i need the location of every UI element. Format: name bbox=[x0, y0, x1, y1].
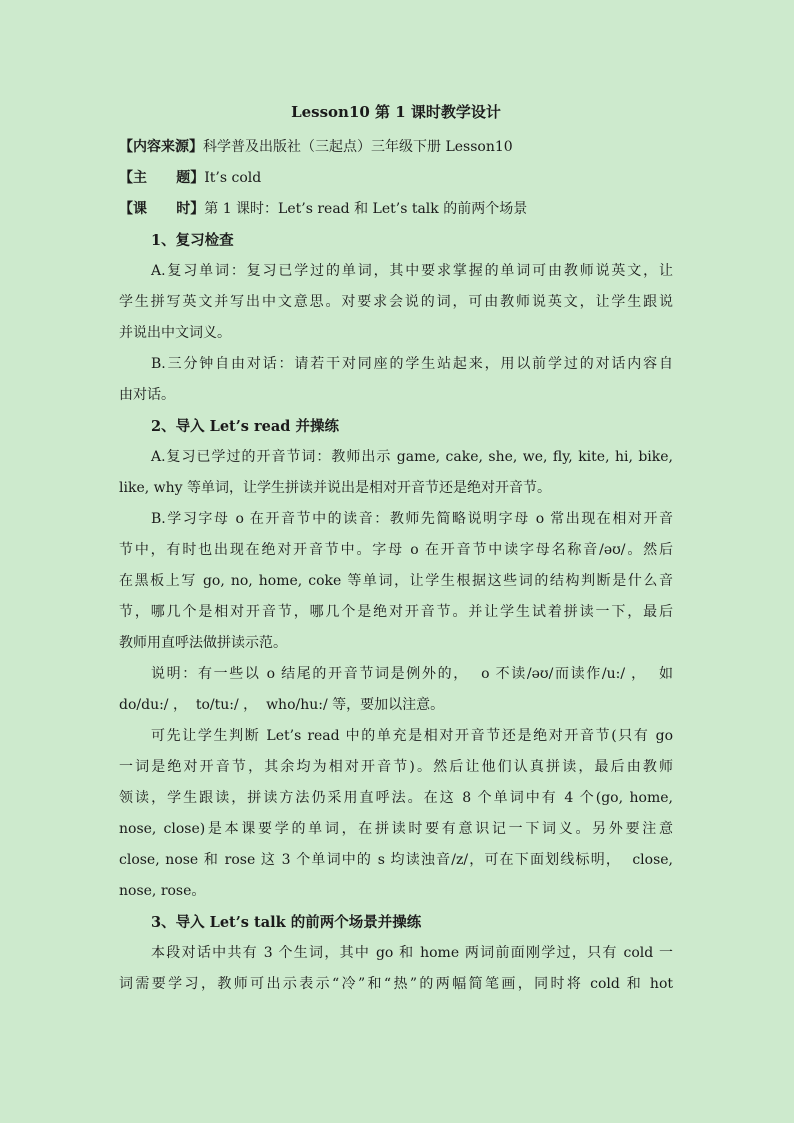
section-2-heading: 2、导入 Let’s read 并操练 bbox=[151, 418, 339, 435]
meta-theme bbox=[119, 163, 673, 194]
text-line: nose, rose。 bbox=[119, 883, 206, 899]
section-2-note bbox=[119, 659, 673, 721]
text-line: 并说出中文词义。 bbox=[119, 325, 231, 341]
text-line: 说明：有一些以 o 结尾的开音节词是例外的， o 不读/əʊ/而读作/u:/ ， 如 bbox=[151, 666, 673, 682]
section-1-heading: 1、复习检查 bbox=[151, 232, 234, 249]
text-line: 节中，有时也出现在绝对开音节中。字母 o 在开音节中读字母名称音/əʊ/。然后 bbox=[119, 542, 673, 558]
text-line: 词需要学习，教师可出示表示“冷”和“热”的两幅简笔画，同时将 cold 和 hot bbox=[119, 976, 673, 992]
page-title: Lesson10 第 1 课时教学设计 bbox=[291, 103, 501, 121]
meta-period-value: 第 1 课时：Let’s read 和 Let’s talk 的前两个场景 bbox=[204, 201, 528, 217]
text-line: A.复习已学过的开音节词：教师出示 game, cake, she, we, fly, kite, hi, bike, bbox=[151, 449, 673, 465]
meta-period bbox=[119, 194, 673, 225]
text-line: like, why 等单词，让学生拼读并说出是相对开音节还是绝对开音节。 bbox=[119, 480, 551, 496]
section-3-para bbox=[119, 938, 673, 1000]
text-line: 节，哪几个是相对开音节，哪几个是绝对开音节。并让学生试着拼读一下，最后 bbox=[119, 604, 673, 620]
text-line: close, nose 和 rose 这 3 个单词中的 s 均读浊音/z/，可在下面划线标明， close, bbox=[119, 852, 673, 868]
text-line: 本段对话中共有 3 个生词，其中 go 和 home 两词前面刚学过，只有 cold 一 bbox=[151, 945, 673, 961]
text-line: B.三分钟自由对话：请若干对同座的学生站起来，用以前学过的对话内容自 bbox=[151, 356, 673, 372]
text-line: 教师用直呼法做拼读示范。 bbox=[119, 635, 287, 651]
text-line: nose, close)是本课要学的单词，在拼读时要有意识记一下词义。另外要注意 bbox=[119, 821, 673, 837]
meta-theme-key: 【主 题】 bbox=[119, 170, 205, 186]
section-1-para-b bbox=[119, 349, 673, 411]
text-line: 一词是绝对开音节，其余均为相对开音节)。然后让他们认真拼读，最后由教师 bbox=[119, 759, 673, 775]
section-2-para-c bbox=[119, 721, 673, 907]
text-line: 可先让学生判断 Let’s read 中的单充是相对开音节还是绝对开音节(只有 go bbox=[151, 728, 673, 744]
text-line: A.复习单词：复习已学过的单词，其中要求掌握的单词可由教师说英文，让 bbox=[151, 263, 673, 279]
meta-source bbox=[119, 132, 673, 163]
text-line: do/du:/ ， to/tu:/ ， who/hu:/ 等，要加以注意。 bbox=[119, 697, 445, 713]
text-line: 学生拼写英文并写出中文意思。对要求会说的词，可由教师说英文，让学生跟说 bbox=[119, 294, 673, 310]
document-page bbox=[119, 100, 673, 1000]
meta-source-key: 【内容来源】 bbox=[119, 139, 203, 155]
meta-theme-value: It’s cold bbox=[204, 170, 262, 186]
section-2-para-b bbox=[119, 504, 673, 659]
text-line: 由对话。 bbox=[119, 387, 175, 403]
section-1-para-a bbox=[119, 256, 673, 349]
text-line: B.学习字母 o 在开音节中的读音：教师先简略说明字母 o 常出现在相对开音 bbox=[151, 511, 673, 527]
text-line: 在黑板上写 go, no, home, coke 等单词，让学生根据这些词的结构判断是什么音 bbox=[119, 573, 673, 589]
section-2-para-a bbox=[119, 442, 673, 504]
text-line: 领读，学生跟读，拼读方法仍采用直呼法。在这 8 个单词中有 4 个(go, home, bbox=[119, 790, 673, 806]
section-3-heading: 3、导入 Let’s talk 的前两个场景并操练 bbox=[151, 914, 422, 931]
meta-period-key: 【课 时】 bbox=[119, 201, 205, 217]
meta-source-value: 科学普及出版社（三起点）三年级下册 Lesson10 bbox=[203, 139, 513, 155]
